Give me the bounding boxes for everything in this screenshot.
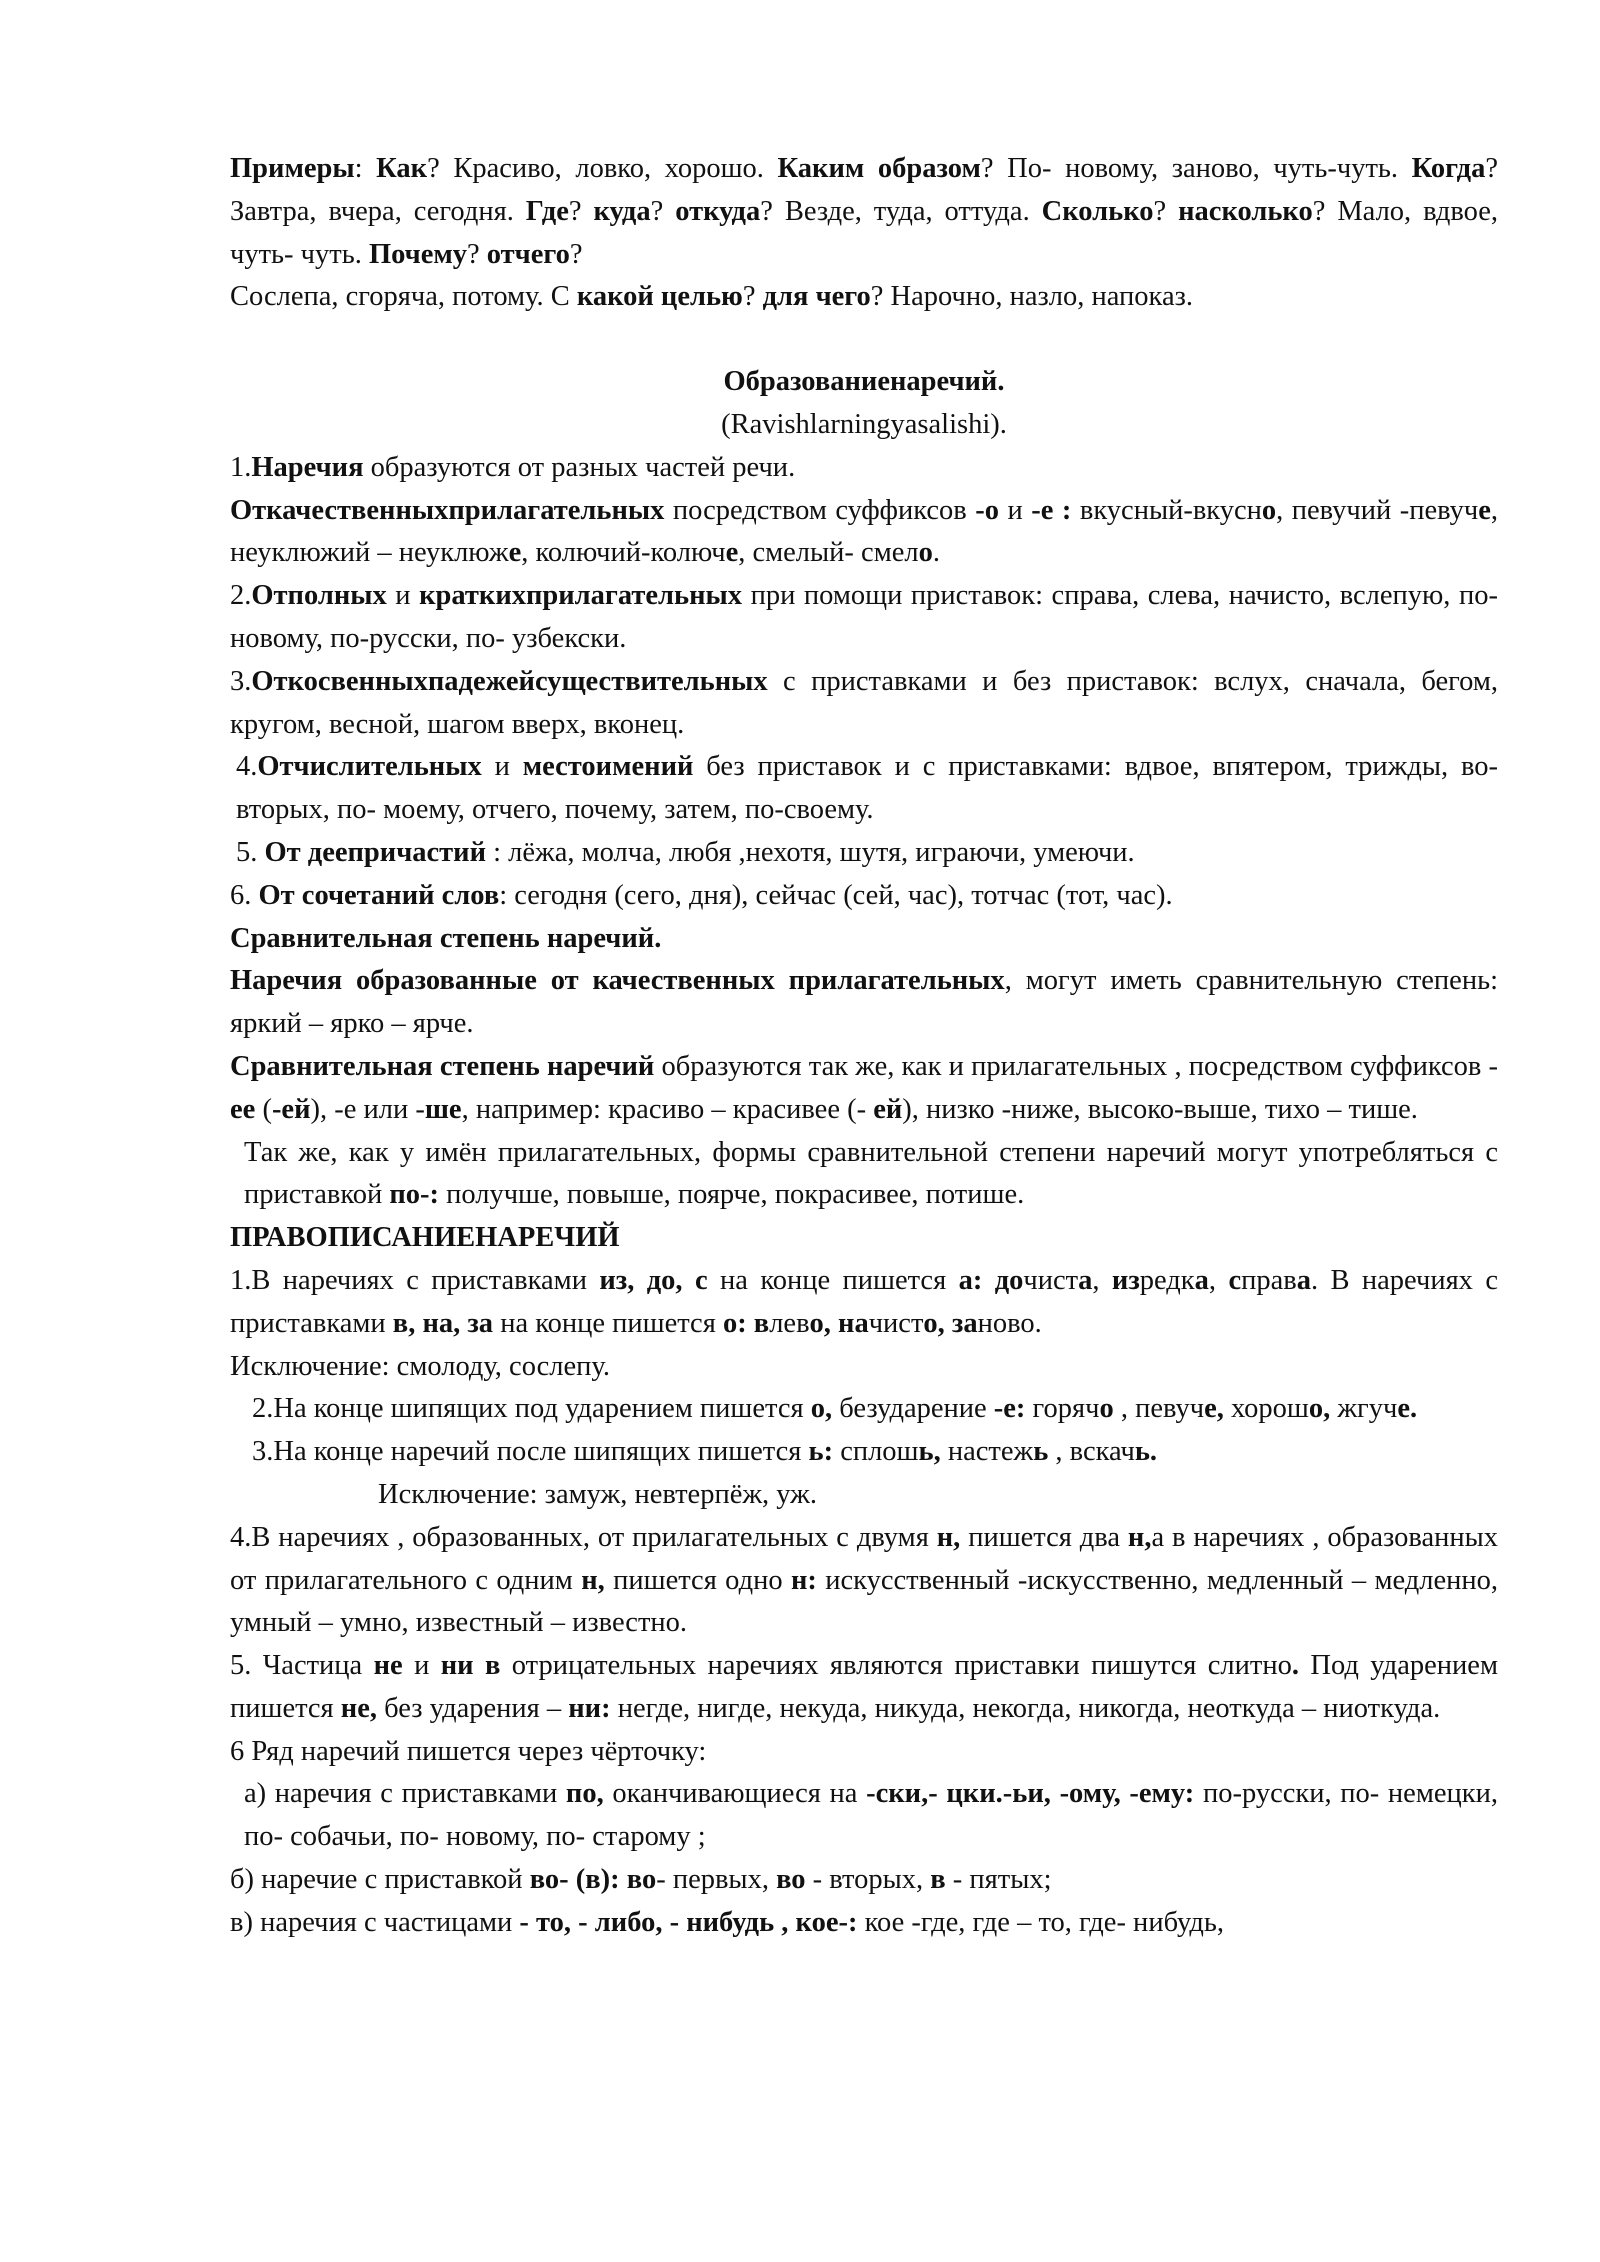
bold-text: -ому, (1059, 1778, 1121, 1810)
text-run: ), низко -ниже, высоко-выше, тихо – тише. (902, 1093, 1418, 1125)
paragraph (230, 361, 1498, 404)
bold-text: - нибудь (669, 1906, 775, 1938)
bold-text: не (373, 1650, 403, 1682)
text-run: вкусный-вкусн (1071, 494, 1262, 526)
bold-text: а (1296, 1264, 1311, 1296)
bold-text: во (776, 1864, 806, 1896)
text-run: - пятых; (945, 1864, 1052, 1896)
text-run: ? (650, 195, 676, 227)
bold-text: какой целью (576, 281, 743, 313)
text-run: , вскач (1048, 1436, 1135, 1468)
text-run: 3. (230, 665, 252, 697)
bold-text: Наречия (251, 451, 364, 483)
text-run: Сослепа, сгоряча, потому. С (230, 281, 577, 313)
bold-text: о, на (809, 1307, 869, 1339)
text-run: , смелый- смел (738, 537, 919, 569)
bold-text: ни: (568, 1692, 611, 1724)
text-run: ? (742, 281, 763, 313)
bold-text: в (930, 1864, 946, 1896)
bold-text: Откосвенныхпадежейсуществительных (251, 665, 768, 697)
bold-text: местоимений (522, 751, 694, 783)
text-run (569, 1864, 576, 1895)
bold-text: н, (1127, 1521, 1152, 1553)
bold-text: Примеры (230, 153, 355, 184)
bold-text: е. (1397, 1393, 1418, 1425)
text-run: а в наречиях , образованных от прилагательного с одним (230, 1521, 1498, 1596)
text-run: чист (1023, 1264, 1079, 1296)
blank-line (230, 319, 1498, 361)
bold-text: по, (565, 1778, 604, 1810)
text-run: ? Красиво, ловко, хорошо. (427, 153, 778, 184)
bold-text: е (508, 537, 522, 569)
bold-text: Наречия образованные от качественных прилагательных (230, 965, 1005, 997)
text-run: при помощи приставок: справа, слева, начисто, вслепую, по- новому, по-русски, по- узбекски. (230, 580, 1498, 654)
bold-text: о (1261, 494, 1277, 526)
paragraph (230, 1517, 1498, 1645)
bold-text: -ски,- цки.-ьи, (866, 1778, 1051, 1810)
bold-text: до (994, 1264, 1024, 1296)
paragraph (230, 1773, 1498, 1859)
paragraph (230, 960, 1498, 1046)
text-run: и (402, 1650, 441, 1682)
bold-text: ь. (1134, 1436, 1158, 1468)
text-run: негде, нигде, некуда, никуда, некогда, никогда, неоткуда – ниоткуда. (610, 1692, 1441, 1724)
bold-text: Отполных (251, 580, 387, 612)
text-run: Исключение: смолоду, сослепу. (230, 1350, 610, 1382)
paragraph (230, 1260, 1498, 1346)
text-run: получше, повыше, поярче, покрасивее, потише. (439, 1179, 1025, 1211)
bold-text: Каким образом (777, 153, 981, 184)
bold-text: во (626, 1864, 657, 1896)
text-run: , например: красиво – красивее (- (461, 1093, 874, 1125)
text-run: ново. (977, 1307, 1042, 1339)
text-run: ? Мало, вдвое, чуть- чуть. (230, 195, 1499, 270)
text-run: 5. Частица (230, 1650, 374, 1682)
text-run: 2. (230, 580, 252, 612)
bold-text: насколько (1178, 195, 1313, 227)
text-run: 1.В наречиях с приставками (230, 1264, 600, 1296)
bold-text: - то, (519, 1906, 572, 1938)
text-run: . В наречиях с приставками (230, 1264, 1498, 1339)
bold-text: Отчислительных (257, 751, 482, 783)
text-run: сплош (833, 1436, 919, 1468)
bold-text: из, до, с (599, 1264, 708, 1296)
text-run: лев (769, 1307, 810, 1339)
text-run: искусственный -искусственно, медленный – медленно, умный – умно, известный – известно. (230, 1564, 1499, 1639)
text-run: 3.На конце наречий после шипящих пишется (252, 1436, 809, 1468)
bold-text: отчего (486, 238, 570, 270)
bold-text: о, (810, 1393, 833, 1425)
text-run: оканчивающиеся на (603, 1778, 867, 1810)
text-run: и (481, 751, 523, 783)
bold-text: (в): (575, 1864, 620, 1896)
bold-text: о: в (722, 1307, 770, 1339)
paragraph (230, 490, 1498, 576)
paragraph (230, 276, 1498, 319)
paragraph (230, 1217, 1498, 1260)
bold-text: Почему (368, 238, 468, 270)
paragraph (230, 1046, 1498, 1132)
bold-text: краткихприлагательных (419, 580, 743, 612)
paragraph (230, 1132, 1498, 1218)
text-run: : сегодня (сего, дня), сейчас (сей, час), тотчас (тот, час). (499, 879, 1173, 911)
text-run: пишется два (960, 1521, 1128, 1553)
bold-text: ПРАВОПИСАНИЕНАРЕЧИЙ (230, 1222, 620, 1254)
bold-text: а: (958, 1264, 983, 1296)
text-run: ? (569, 238, 583, 270)
bold-text: ей (873, 1093, 903, 1125)
text-run: Исключение: замуж, невтерпёж, уж. (378, 1478, 817, 1510)
bold-text: -о (975, 494, 999, 526)
text-run: (Ravishlarningyasalishi). (721, 408, 1007, 440)
text-run: ? (467, 238, 487, 270)
bold-text: е (1478, 494, 1491, 526)
text-run: образуются так же, как и прилагательных , посредством суффиксов - (654, 1050, 1498, 1082)
text-run: без приставок и с приставками: вдвое, впятером, трижды, во- вторых, по- моему, отчего, почему, затем, по-своему. (236, 751, 1498, 826)
paragraph (230, 1388, 1498, 1431)
text-run: , могут иметь сравнительную степень: яркий – ярко – ярче. (230, 965, 1498, 1040)
text-run: б) наречие с приставкой (230, 1864, 530, 1896)
bold-text: -е : (1031, 494, 1072, 526)
text-run: , певучий -певуч (1276, 494, 1479, 526)
text-run: на конце пишется (707, 1264, 959, 1296)
text-run: , (1208, 1264, 1229, 1296)
bold-text: Откачественныхприлагательных (230, 494, 665, 526)
text-run: а) наречия с приставками (244, 1778, 566, 1810)
bold-text: , кое-: (781, 1906, 858, 1938)
bold-text: Как (376, 153, 428, 184)
text-run: ), -е или - (310, 1093, 425, 1125)
text-run: ( (255, 1093, 272, 1125)
paragraph (230, 447, 1498, 490)
text-run: с приставками и без приставок: вслух, сначала, бегом, кругом, весной, шагом вверх, вконец. (230, 665, 1498, 740)
text-run: редк (1139, 1264, 1195, 1296)
bold-text: с (1228, 1264, 1242, 1296)
bold-text: ь, (918, 1436, 941, 1468)
bold-text: -ему: (1129, 1778, 1195, 1810)
paragraph (230, 575, 1498, 661)
text-run: ? По- новому, заново, чуть-чуть. (980, 153, 1412, 184)
text-run: : лёжа, молча, любя ,нехотя, шутя, играючи, умеючи. (486, 836, 1135, 868)
text-run (1051, 1778, 1060, 1809)
paragraph (230, 1731, 1498, 1774)
text-run: чист (868, 1307, 924, 1339)
text-run: , (1092, 1264, 1112, 1296)
text-run: образуются от разных частей речи. (363, 451, 796, 483)
text-run (945, 1308, 952, 1339)
bold-text: ни в (440, 1650, 501, 1682)
text-run: 5. (236, 836, 265, 868)
text-run (982, 1265, 994, 1296)
text-run: горяч (1025, 1393, 1100, 1425)
text-run: , неуклюжий – неуклюж (230, 494, 1498, 569)
bold-text: Сравнительная степень наречий. (230, 922, 662, 954)
text-run: 2.На конце шипящих под ударением пишется (252, 1393, 811, 1425)
text-run: 1. (230, 451, 252, 483)
bold-text: . (1291, 1650, 1299, 1682)
text-run: на конце пишется (493, 1307, 723, 1339)
bold-text: От сочетаний слов (258, 879, 500, 911)
bold-text: - либо, (578, 1906, 663, 1938)
bold-text: Сколько (1041, 195, 1154, 227)
text-run: , колючий-колюч (521, 537, 726, 569)
text-run: - первых, (656, 1864, 777, 1896)
text-run: пишется одно (604, 1564, 791, 1596)
text-run: по-русски, по- немецки, по- собачьи, по- новому, по- старому ; (244, 1778, 1498, 1853)
bold-text: н: (790, 1564, 817, 1596)
bold-text: ее (230, 1093, 256, 1125)
paragraph (230, 1346, 1498, 1389)
bold-text: е (725, 537, 739, 569)
text-run: и (998, 494, 1032, 526)
bold-text: о (918, 537, 933, 569)
document-page (230, 148, 1498, 1945)
text-run: Под ударением пишется (230, 1650, 1498, 1724)
text-run: ? Завтра, вчера, сегодня. (230, 153, 1498, 227)
text-run: настеж (940, 1436, 1034, 1468)
bold-text: о (1099, 1393, 1114, 1425)
bold-text: Где (525, 195, 569, 227)
paragraph (230, 1431, 1498, 1474)
paragraph (230, 875, 1498, 918)
text-run: и (386, 580, 420, 612)
paragraph (230, 404, 1498, 447)
text-run: посредством суффиксов (664, 494, 976, 526)
bold-text: а (1194, 1264, 1209, 1296)
bold-text: ше (424, 1093, 462, 1125)
bold-text: Образованиенаречий. (723, 366, 1005, 398)
text-run: хорош (1223, 1393, 1309, 1425)
bold-text: Сравнительная степень наречий (230, 1050, 655, 1082)
text-run: в) наречия с частицами (230, 1906, 520, 1938)
bold-text: Когда (1411, 153, 1486, 184)
paragraph (230, 1474, 1498, 1517)
paragraph (230, 661, 1498, 747)
bold-text: -ей (271, 1093, 311, 1125)
text-run: жгуч (1330, 1393, 1398, 1425)
paragraph (230, 1859, 1498, 1902)
text-run: кое -где, где – то, где- нибудь, (857, 1906, 1225, 1938)
paragraph (230, 148, 1498, 276)
paragraph (230, 918, 1498, 961)
text-run: . (932, 537, 940, 569)
bold-text: н, (936, 1521, 961, 1553)
bold-text: От деепричастий (264, 836, 487, 868)
paragraph (230, 1902, 1498, 1945)
bold-text: е, (1204, 1393, 1224, 1425)
bold-text: откуда (675, 195, 761, 227)
bold-text: за (951, 1307, 978, 1339)
text-run: : (354, 153, 377, 184)
bold-text: по-: (389, 1179, 439, 1211)
text-run: 4.В наречиях , образованных, от прилагательных с двумя (230, 1521, 937, 1553)
text-run: ? (1153, 195, 1179, 227)
bold-text: -е: (993, 1393, 1026, 1425)
text-run: Так же, как у имён прилагательных, формы сравнительной степени наречий могут употребляться с приставкой (244, 1136, 1498, 1211)
text-run: безударение (832, 1393, 994, 1425)
text-run: 6. (230, 879, 259, 911)
bold-text: о, (1308, 1393, 1331, 1425)
text-run: отрицательных наречиях являются приставки пишутся слитно (500, 1650, 1292, 1682)
bold-text: куда (593, 195, 651, 227)
bold-text: для чего (762, 281, 871, 313)
bold-text: о, (923, 1307, 945, 1339)
bold-text: в, на, за (392, 1307, 494, 1339)
text-run: без ударения – (377, 1692, 569, 1724)
text-run: ? Нарочно, назло, напоказ. (870, 281, 1193, 313)
text-run: ? Везде, туда, оттуда. (760, 195, 1042, 227)
paragraph (230, 1645, 1498, 1731)
text-run (662, 1907, 669, 1938)
bold-text: не, (340, 1692, 377, 1724)
text-run: - вторых, (805, 1864, 931, 1896)
text-run: 6 Ряд наречий пишется через чёрточку: (230, 1735, 707, 1767)
bold-text: из (1111, 1264, 1140, 1296)
bold-text: во- (529, 1864, 569, 1896)
bold-text: а (1078, 1264, 1093, 1296)
text-run: ? (568, 195, 594, 227)
bold-text: ь (1033, 1436, 1049, 1468)
bold-text: н, (581, 1564, 605, 1596)
paragraph (230, 832, 1498, 875)
text-run: прав (1241, 1264, 1297, 1296)
bold-text: ь: (808, 1436, 834, 1468)
text-run: , певуч (1113, 1393, 1205, 1425)
text-run (620, 1864, 627, 1895)
text-run: 4. (236, 751, 258, 783)
paragraph (230, 746, 1498, 832)
